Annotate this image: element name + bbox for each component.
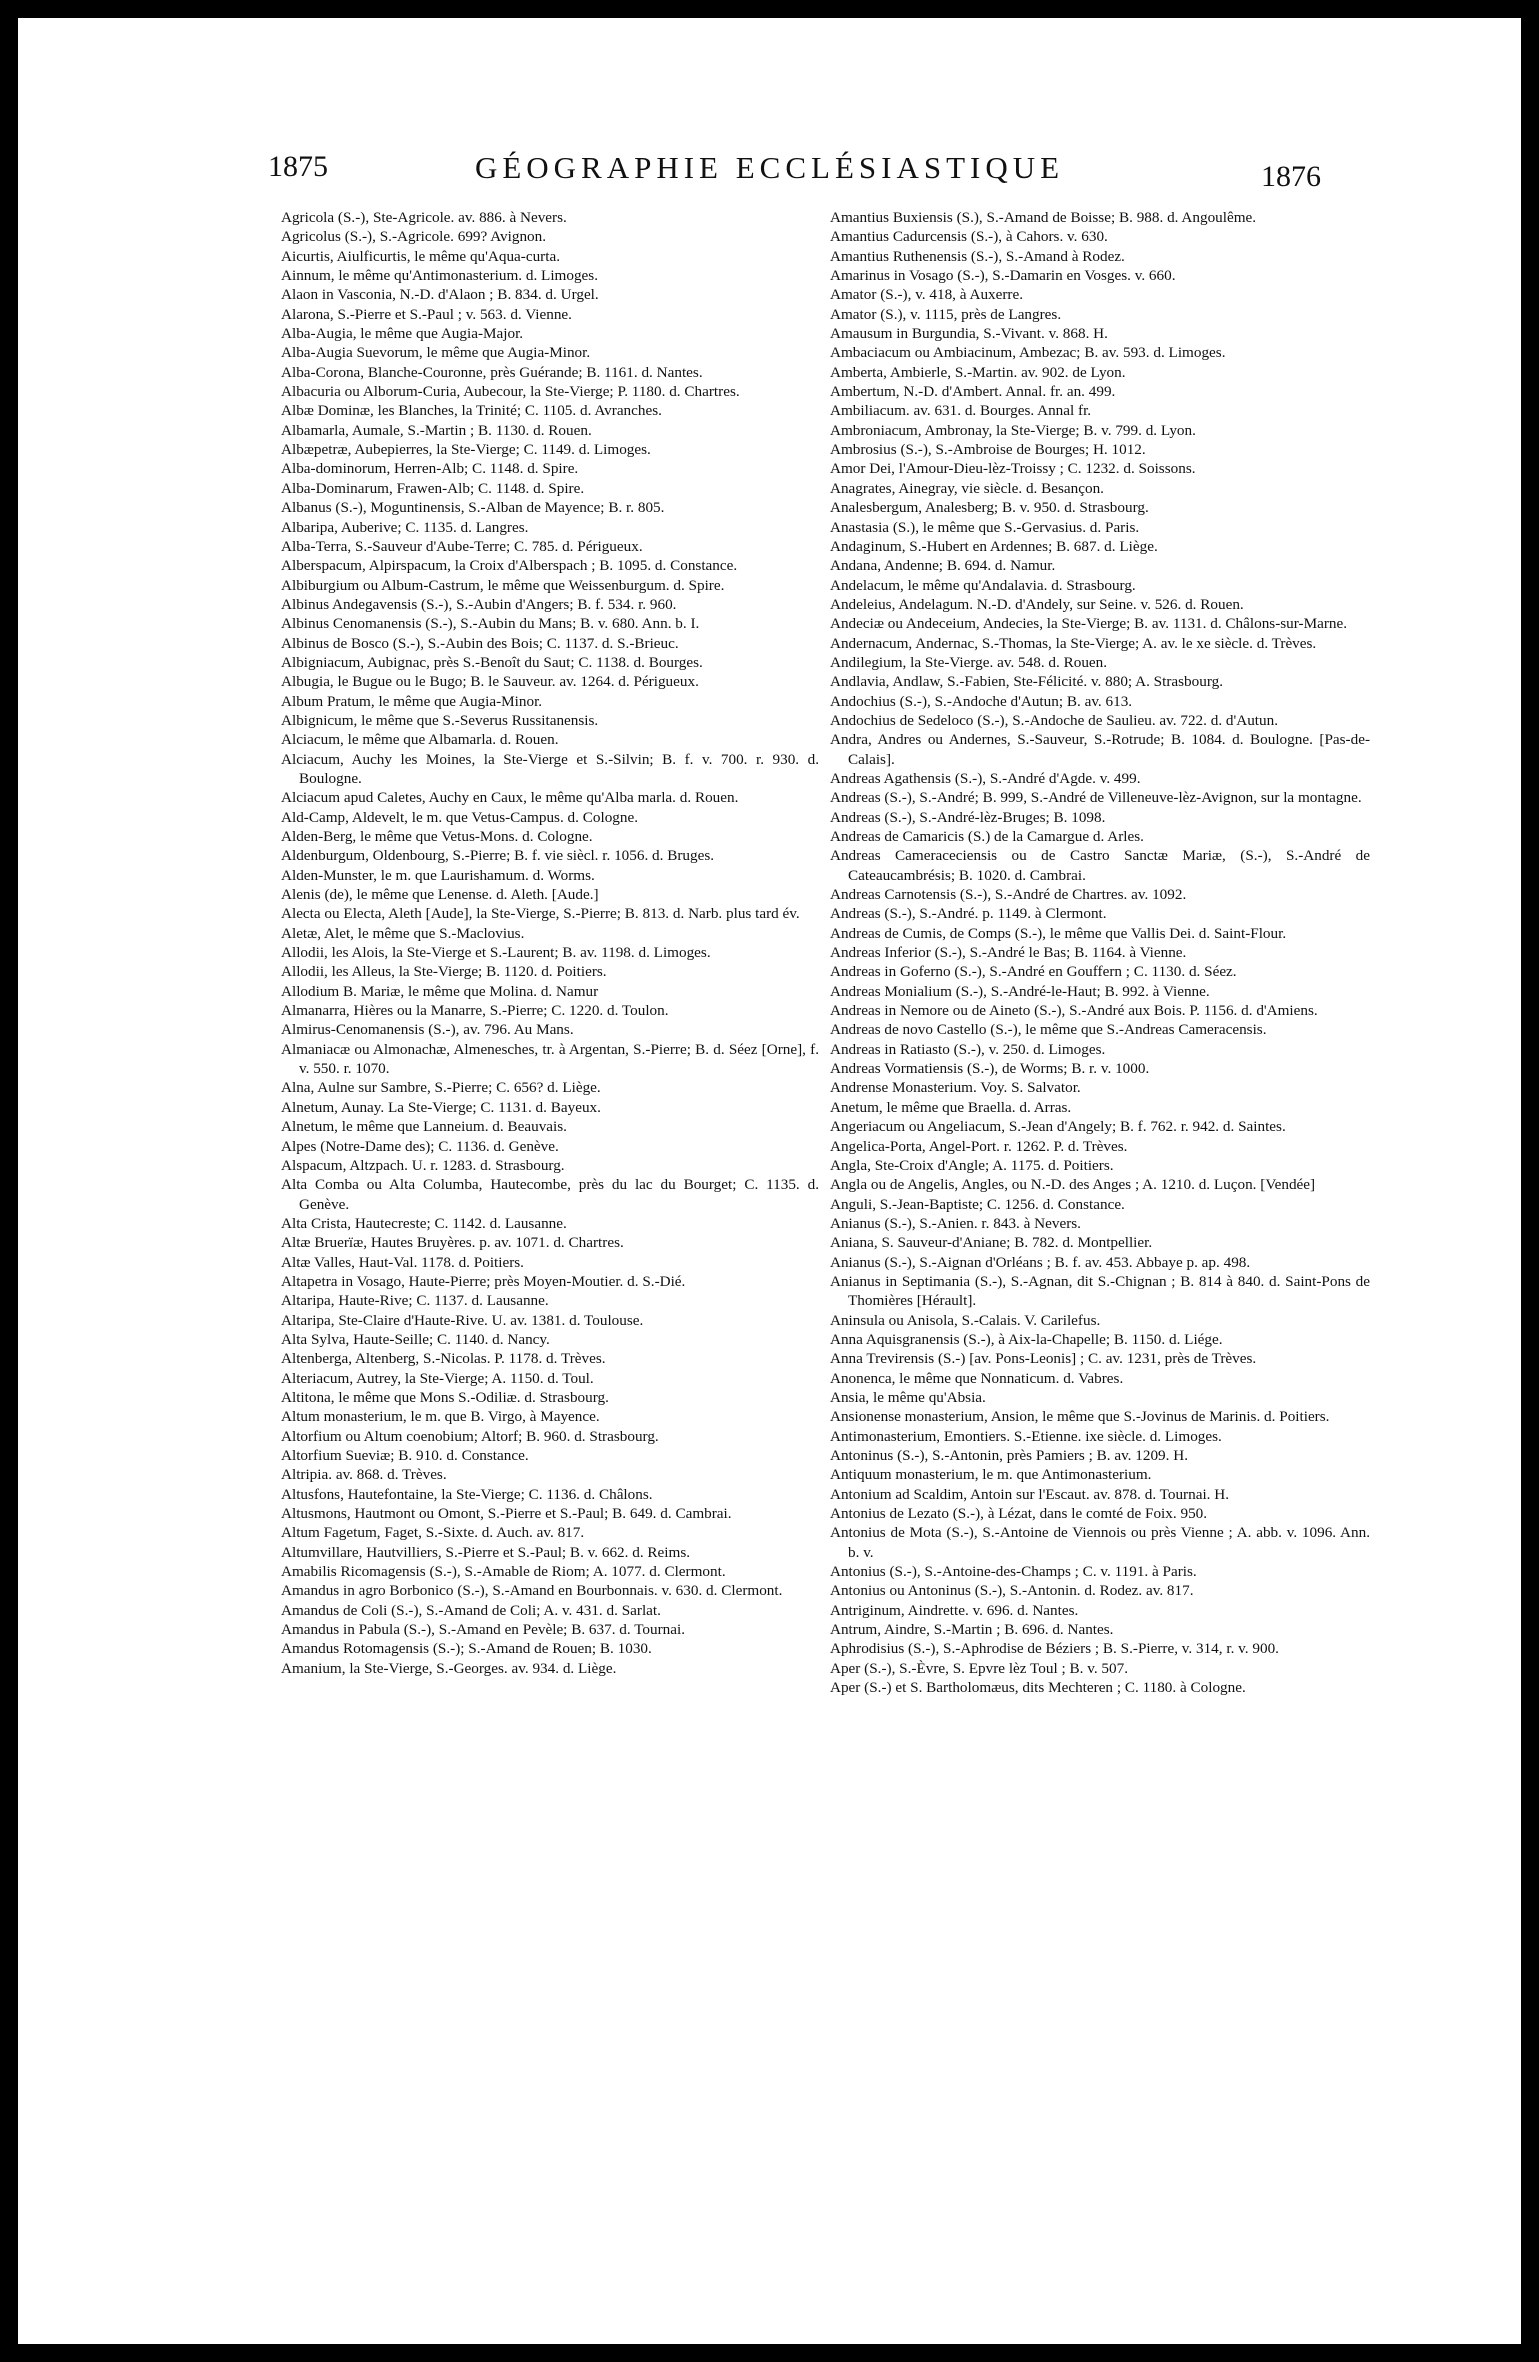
index-entry: Albinus Andegavensis (S.-), S.-Aubin d'Angers; B. f. 534. r. 960. — [281, 595, 677, 613]
index-entry: Alspacum, Altzpach. U. r. 1283. d. Strasbourg. — [281, 1156, 565, 1174]
index-entry: Ainnum, le même qu'Antimonasterium. d. Limoges. — [281, 267, 598, 285]
index-entry: Albignicum, le même que S.-Severus Russitanensis. — [281, 711, 599, 729]
index-entry: Ambaciacum ou Ambiacinum, Ambezac; B. av. 593. d. Limoges. — [830, 344, 1226, 362]
index-entry: Almaniacæ ou Almonachæ, Almenesches, tr. à Argentan, S.-Pierre; B. d. Séez [Orne], f. v. 550. r. 1070. — [281, 1040, 819, 1078]
right-column — [830, 208, 1370, 1697]
index-entry: Alciacum apud Caletes, Auchy en Caux, le même qu'Alba marla. d. Rouen. — [281, 789, 739, 807]
index-entry: Anna Aquisgranensis (S.-), à Aix-la-Chapelle; B. 1150. d. Liége. — [830, 1330, 1223, 1348]
index-entry: Antonius ou Antoninus (S.-), S.-Antonin. d. Rodez. av. 817. — [830, 1582, 1194, 1600]
index-entry: Analesbergum, Analesberg; B. v. 950. d. Strasbourg. — [830, 499, 1149, 517]
index-entry: Alciacum, Auchy les Moines, la Ste-Vierge et S.-Silvin; B. f. v. 700. r. 930. d. Boulogne. — [281, 750, 819, 787]
index-entry: Andochius (S.-), S.-Andoche d'Autun; B. av. 613. — [830, 692, 1133, 710]
index-entry: Andreas (S.-), S.-André; B. 999, S.-André de Villeneuve-lèz-Avignon, sur la montagne. — [830, 789, 1362, 807]
index-entry: Albanus (S.-), Moguntinensis, S.-Alban de Mayence; B. r. 805. — [281, 499, 665, 517]
index-entry: Almanarra, Hières ou la Manarre, S.-Pierre; C. 1220. d. Toulon. — [281, 1002, 669, 1020]
index-entry: Alciacum, le même que Albamarla. d. Rouen. — [281, 731, 559, 749]
index-entry: Albæ Dominæ, les Blanches, la Trinité; C. 1105. d. Avranches. — [281, 402, 662, 420]
index-entry: Altitona, le même que Mons S.-Odiliæ. d. Strasbourg. — [281, 1388, 609, 1406]
index-entry: Amberta, Ambierle, S.-Martin. av. 902. de Lyon. — [830, 363, 1126, 381]
index-entry: Altaripa, Ste-Claire d'Haute-Rive. U. av. 1381. d. Toulouse. — [281, 1311, 644, 1329]
index-entry: Amator (S.), v. 1115, près de Langres. — [830, 305, 1062, 323]
index-entry: Agricolus (S.-), S.-Agricole. 699? Avignon. — [281, 228, 547, 246]
index-entry: Antrum, Aindre, S.-Martin ; B. 696. d. Nantes. — [830, 1621, 1114, 1639]
index-entry: Alta Comba ou Alta Columba, Hautecombe, près du lac du Bourget; C. 1135. d. Genève. — [281, 1176, 819, 1213]
index-entry: Andreas in Nemore ou de Aineto (S.-), S.-André aux Bois. P. 1156. d. d'Amiens. — [830, 1002, 1318, 1020]
index-entry: Andilegium, la Ste-Vierge. av. 548. d. Rouen. — [830, 653, 1108, 671]
index-entry: Albinus Cenomanensis (S.-), S.-Aubin du Mans; B. v. 680. Ann. b. I. — [281, 615, 700, 633]
index-entry: Alnetum, Aunay. La Ste-Vierge; C. 1131. d. Bayeux. — [281, 1098, 601, 1116]
index-entry: Alba-Augia, le même que Augia-Major. — [281, 325, 524, 343]
index-entry: Alaon in Vasconia, N.-D. d'Alaon ; B. 834. d. Urgel. — [281, 286, 599, 304]
index-entry: Andlavia, Andlaw, S.-Fabien, Ste-Félicité. v. 880; A. Strasbourg. — [830, 673, 1224, 691]
index-entry: Ansionense monasterium, Ansion, le même que S.-Jovinus de Marinis. d. Poitiers. — [830, 1408, 1330, 1426]
index-entry: Antonius (S.-), S.-Antoine-des-Champs ; C. v. 1191. à Paris. — [830, 1563, 1197, 1581]
index-entry: Aniana, S. Sauveur-d'Aniane; B. 782. d. Montpellier. — [830, 1234, 1153, 1252]
index-entry: Altæ Bruerïæ, Hautes Bruyères. p. av. 1071. d. Chartres. — [281, 1234, 624, 1252]
index-entry: Albamarla, Aumale, S.-Martin ; B. 1130. d. Rouen. — [281, 421, 592, 439]
page-header — [18, 150, 1521, 193]
index-entry: Altorfium ou Altum coenobium; Altorf; B. 960. d. Strasbourg. — [281, 1427, 659, 1445]
index-entry: Anianus in Septimania (S.-), S.-Agnan, dit S.-Chignan ; B. 814 à 840. d. Saint-Pons de Thomières [Hérault]. — [830, 1272, 1370, 1310]
index-entry: Amandus in agro Borbonico (S.-), S.-Amand en Bourbonnais. v. 630. d. Clermont. — [281, 1582, 783, 1600]
index-entry: Andreas Inferior (S.-), S.-André le Bas; B. 1164. à Vienne. — [830, 944, 1187, 962]
index-entry: Anianus (S.-), S.-Anien. r. 843. à Nevers. — [830, 1214, 1081, 1232]
index-entry: Antimonasterium, Emontiers. S.-Etienne. ixe siècle. d. Limoges. — [830, 1427, 1222, 1445]
index-entry: Andreas de Camaricis (S.) de la Camargue d. Arles. — [830, 828, 1144, 845]
index-entry: Andochius de Sedeloco (S.-), S.-Andoche de Saulieu. av. 722. d. d'Autun. — [830, 711, 1279, 729]
index-entry: Altæ Valles, Haut-Val. 1178. d. Poitiers. — [281, 1253, 524, 1271]
index-entry: Amarinus in Vosago (S.-), S.-Damarin en Vosges. v. 660. — [830, 267, 1176, 285]
index-entry: Amanium, la Ste-Vierge, S.-Georges. av. 934. d. Liège. — [281, 1659, 617, 1677]
index-entry: Altusmons, Hautmont ou Omont, S.-Pierre et S.-Paul; B. 649. d. Cambrai. — [281, 1505, 732, 1523]
index-entry: Andreas Cameraceciensis ou de Castro Sanctæ Mariæ, (S.-), S.-André de Cateaucambrésis; B. 1020. d. Cambrai. — [830, 847, 1370, 884]
index-entry: Angelica-Porta, Angel-Port. r. 1262. P. d. Trèves. — [830, 1137, 1128, 1155]
index-entry: Albaripa, Auberive; C. 1135. d. Langres. — [281, 518, 529, 536]
index-entry: Ald-Camp, Aldevelt, le m. que Vetus-Campus. d. Cologne. — [281, 808, 639, 826]
index-entry: Antoninus (S.-), S.-Antonin, près Pamiers ; B. av. 1209. H. — [830, 1447, 1189, 1464]
index-entry: Altripia. av. 868. d. Trèves. — [281, 1466, 447, 1484]
index-entry: Amantius Buxiensis (S.), S.-Amand de Boisse; B. 988. d. Angoulême. — [830, 209, 1257, 226]
index-entry: Andreas Vormatiensis (S.-), de Worms; B. r. v. 1000. — [830, 1060, 1150, 1078]
index-entry: Andreas Monialium (S.-), S.-André-le-Haut; B. 992. à Vienne. — [830, 982, 1210, 1000]
index-entry: Antiquum monasterium, le m. que Antimonasterium. — [830, 1466, 1152, 1484]
index-entry: Amandus Rotomagensis (S.-); S.-Amand de Rouen; B. 1030. — [281, 1640, 652, 1658]
index-entry: Allodium B. Mariæ, le même que Molina. d. Namur — [281, 982, 599, 1000]
index-entry: Altusfons, Hautefontaine, la Ste-Vierge; C. 1136. d. Châlons. — [281, 1485, 653, 1503]
index-entry: Albiburgium ou Album-Castrum, le même que Weissenburgum. d. Spire. — [281, 576, 725, 594]
index-entry: Antonium ad Scaldim, Antoin sur l'Escaut. av. 878. d. Tournai. H. — [830, 1485, 1230, 1503]
index-entry: Andernacum, Andernac, S.-Thomas, la Ste-Vierge; A. av. le xe siècle. d. Trèves. — [830, 634, 1317, 652]
index-entry: Andreas de Cumis, de Comps (S.-), le même que Vallis Dei. d. Saint-Flour. — [830, 924, 1287, 942]
index-entry: Album Pratum, le même que Augia-Minor. — [281, 692, 543, 710]
index-entry: Alba-Corona, Blanche-Couronne, près Guérande; B. 1161. d. Nantes. — [281, 363, 703, 381]
left-column — [281, 208, 819, 1678]
index-entry: Altorfium Sueviæ; B. 910. d. Constance. — [281, 1447, 529, 1464]
index-entry: Angeriacum ou Angeliacum, S.-Jean d'Angely; B. f. 762. r. 942. d. Saintes. — [830, 1118, 1286, 1136]
index-entry: Alpes (Notre-Dame des); C. 1136. d. Genève. — [281, 1137, 559, 1155]
index-entry: Andreas de novo Castello (S.-), le même que S.-Andreas Cameracensis. — [830, 1021, 1267, 1039]
index-entry: Aphrodisius (S.-), S.-Aphrodise de Béziers ; B. S.-Pierre, v. 314, r. v. 900. — [830, 1640, 1279, 1658]
index-entry: Alba-Terra, S.-Sauveur d'Aube-Terre; C. 785. d. Périgueux. — [281, 537, 643, 555]
index-entry: Aletæ, Alet, le même que S.-Maclovius. — [281, 924, 525, 942]
index-entry: Amausum in Burgundia, S.-Vivant. v. 868. H. — [830, 325, 1108, 343]
index-entry: Allodii, les Alois, la Ste-Vierge et S.-Laurent; B. av. 1198. d. Limoges. — [281, 944, 711, 962]
index-entry: Alba-Augia Suevorum, le même que Augia-Minor. — [281, 344, 591, 362]
index-entry: Antriginum, Aindrette. v. 696. d. Nantes. — [830, 1601, 1079, 1619]
index-entry: Altumvillare, Hautvilliers, S.-Pierre et S.-Paul; B. v. 662. d. Reims. — [281, 1543, 691, 1561]
page-number-right: 1876 — [1261, 160, 1321, 193]
index-entry: Alta Sylva, Haute-Seille; C. 1140. d. Nancy. — [281, 1330, 550, 1348]
index-entry: Angla ou de Angelis, Angles, ou N.-D. des Anges ; A. 1210. d. Luçon. [Vendée] — [830, 1176, 1316, 1194]
index-entry: Alnetum, le même que Lanneium. d. Beauvais. — [281, 1118, 567, 1136]
index-entry: Albacuria ou Alborum-Curia, Aubecour, la Ste-Vierge; P. 1180. d. Chartres. — [281, 383, 740, 401]
index-entry: Altum monasterium, le m. que B. Virgo, à Mayence. — [281, 1408, 600, 1426]
index-entry: Amandus in Pabula (S.-), S.-Amand en Pevèle; B. 637. d. Tournai. — [281, 1621, 686, 1639]
index-entry: Amor Dei, l'Amour-Dieu-lèz-Troissy ; C. 1232. d. Soissons. — [830, 460, 1196, 478]
page-title: GÉOGRAPHIE ECCLÉSIASTIQUE — [474, 150, 1065, 185]
index-entry: Agricola (S.-), Ste-Agricole. av. 886. à Nevers. — [281, 209, 567, 226]
index-entry: Anianus (S.-), S.-Aignan d'Orléans ; B. f. av. 453. Abbaye p. ap. 498. — [830, 1253, 1251, 1271]
index-entry: Amandus de Coli (S.-), S.-Amand de Coli; A. v. 431. d. Sarlat. — [281, 1601, 661, 1619]
index-entry: Alden-Munster, le m. que Laurishamum. d. Worms. — [281, 866, 595, 884]
index-entry: Andelacum, le même qu'Andalavia. d. Strasbourg. — [830, 576, 1136, 594]
index-entry: Albinus de Bosco (S.-), S.-Aubin des Bois; C. 1137. d. S.-Brieuc. — [281, 634, 679, 652]
index-entry: Alecta ou Electa, Aleth [Aude], la Ste-Vierge, S.-Pierre; B. 813. d. Narb. plus tard év. — [281, 905, 800, 923]
index-entry: Albigniacum, Aubignac, près S.-Benoît du Saut; C. 1138. d. Bourges. — [281, 653, 703, 671]
index-entry: Aninsula ou Anisola, S.-Calais. V. Carilefus. — [830, 1311, 1101, 1329]
index-entry: Albugia, le Bugue ou le Bugo; B. le Sauveur. av. 1264. d. Périgueux. — [281, 673, 699, 691]
index-entry: Andreas in Goferno (S.-), S.-André en Gouffern ; C. 1130. d. Séez. — [830, 963, 1237, 981]
index-entry: Amantius Ruthenensis (S.-), S.-Amand à Rodez. — [830, 247, 1125, 265]
index-entry: Altaripa, Haute-Rive; C. 1137. d. Lausanne. — [281, 1292, 549, 1310]
index-entry: Alden-Berg, le même que Vetus-Mons. d. Cologne. — [281, 828, 593, 845]
page-number-left: 1875 — [268, 150, 328, 183]
index-entry: Anagrates, Ainegray, vie siècle. d. Besançon. — [830, 479, 1104, 497]
index-entry: Antonius de Mota (S.-), S.-Antoine de Viennois ou près Vienne ; A. abb. v. 1096. Ann. b. v. — [830, 1524, 1370, 1561]
index-entry: Aper (S.-) et S. Bartholomæus, dits Mechteren ; C. 1180. à Cologne. — [830, 1679, 1246, 1697]
index-entry: Antonius de Lezato (S.-), à Lézat, dans le comté de Foix. 950. — [830, 1505, 1208, 1523]
index-entry: Ambiliacum. av. 631. d. Bourges. Annal fr. — [830, 402, 1092, 420]
index-entry: Ansia, le même qu'Absia. — [830, 1388, 986, 1406]
index-entry: Amantius Cadurcensis (S.-), à Cahors. v. 630. — [830, 228, 1108, 246]
document-page — [18, 18, 1521, 2344]
index-entry: Andreas (S.-), S.-André-lèz-Bruges; B. 1098. — [830, 808, 1106, 826]
index-entry: Andreas (S.-), S.-André. p. 1149. à Clermont. — [830, 905, 1107, 923]
index-entry: Alteriacum, Autrey, la Ste-Vierge; A. 1150. d. Toul. — [281, 1369, 594, 1387]
index-entry: Anonenca, le même que Nonnaticum. d. Vabres. — [830, 1369, 1124, 1387]
index-entry: Ambroniacum, Ambronay, la Ste-Vierge; B. v. 799. d. Lyon. — [830, 421, 1196, 439]
index-entry: Andana, Andenne; B. 694. d. Namur. — [830, 557, 1056, 575]
index-entry: Andrense Monasterium. Voy. S. Salvator. — [830, 1079, 1081, 1097]
index-entry: Alberspacum, Alpirspacum, la Croix d'Alberspach ; B. 1095. d. Constance. — [281, 557, 738, 575]
index-entry: Andeleius, Andelagum. N.-D. d'Andely, sur Seine. v. 526. d. Rouen. — [830, 595, 1244, 613]
index-entry: Andreas Carnotensis (S.-), S.-André de Chartres. av. 1092. — [830, 886, 1187, 904]
index-entry: Amator (S.-), v. 418, à Auxerre. — [830, 286, 1024, 304]
index-entry: Albæpetræ, Aubepierres, la Ste-Vierge; C. 1149. d. Limoges. — [281, 441, 651, 459]
index-entry: Aldenburgum, Oldenbourg, S.-Pierre; B. f. vie siècl. r. 1056. d. Bruges. — [281, 847, 715, 865]
index-entry: Anguli, S.-Jean-Baptiste; C. 1256. d. Constance. — [830, 1195, 1125, 1213]
index-entry: Andreas Agathensis (S.-), S.-André d'Agde. v. 499. — [830, 769, 1141, 787]
index-entry: Ambrosius (S.-), S.-Ambroise de Bourges; H. 1012. — [830, 441, 1146, 459]
index-entry: Andeciæ ou Andeceium, Andecies, la Ste-Vierge; B. av. 1131. d. Châlons-sur-Marne. — [830, 615, 1348, 633]
index-entry: Aper (S.-), S.-Èvre, S. Epvre lèz Toul ; B. v. 507. — [830, 1659, 1128, 1677]
index-entry: Anastasia (S.), le même que S.-Gervasius. d. Paris. — [830, 518, 1140, 536]
index-entry: Angla, Ste-Croix d'Angle; A. 1175. d. Poitiers. — [830, 1156, 1114, 1174]
index-entry: Alba-Dominarum, Frawen-Alb; C. 1148. d. Spire. — [281, 479, 585, 497]
index-entry: Andaginum, S.-Hubert en Ardennes; B. 687. d. Liège. — [830, 537, 1158, 555]
index-entry: Alenis (de), le même que Lenense. d. Aleth. [Aude.] — [281, 886, 599, 904]
index-entry: Altenberga, Altenberg, S.-Nicolas. P. 1178. d. Trèves. — [281, 1350, 606, 1368]
index-entry: Anna Trevirensis (S.-) [av. Pons-Leonis] ; C. av. 1231, près de Trèves. — [830, 1350, 1257, 1368]
index-entry: Altapetra in Vosago, Haute-Pierre; près Moyen-Moutier. d. S.-Dié. — [281, 1272, 686, 1290]
index-entry: Aicurtis, Aiulficurtis, le même qu'Aqua-curta. — [281, 247, 560, 265]
index-entry: Alba-dominorum, Herren-Alb; C. 1148. d. Spire. — [281, 460, 579, 478]
index-entry: Anetum, le même que Braella. d. Arras. — [830, 1098, 1072, 1116]
index-entry: Amabilis Ricomagensis (S.-), S.-Amable de Riom; A. 1077. d. Clermont. — [281, 1563, 726, 1581]
index-entry: Ambertum, N.-D. d'Ambert. Annal. fr. an. 499. — [830, 383, 1116, 401]
index-entry: Alarona, S.-Pierre et S.-Paul ; v. 563. d. Vienne. — [281, 305, 572, 323]
index-entry: Andreas in Ratiasto (S.-), v. 250. d. Limoges. — [830, 1040, 1106, 1058]
index-entry: Allodii, les Alleus, la Ste-Vierge; B. 1120. d. Poitiers. — [281, 963, 607, 981]
index-entry: Alta Crista, Hautecreste; C. 1142. d. Lausanne. — [281, 1214, 567, 1232]
index-entry: Alna, Aulne sur Sambre, S.-Pierre; C. 656? d. Liège. — [281, 1079, 601, 1097]
index-entry: Almirus-Cenomanensis (S.-), av. 796. Au Mans. — [281, 1021, 574, 1039]
index-entry: Altum Fagetum, Faget, S.-Sixte. d. Auch. av. 817. — [281, 1524, 585, 1542]
index-entry: Andra, Andres ou Andernes, S.-Sauveur, S.-Rotrude; B. 1084. d. Boulogne. [Pas-de-Calais]. — [830, 731, 1370, 768]
